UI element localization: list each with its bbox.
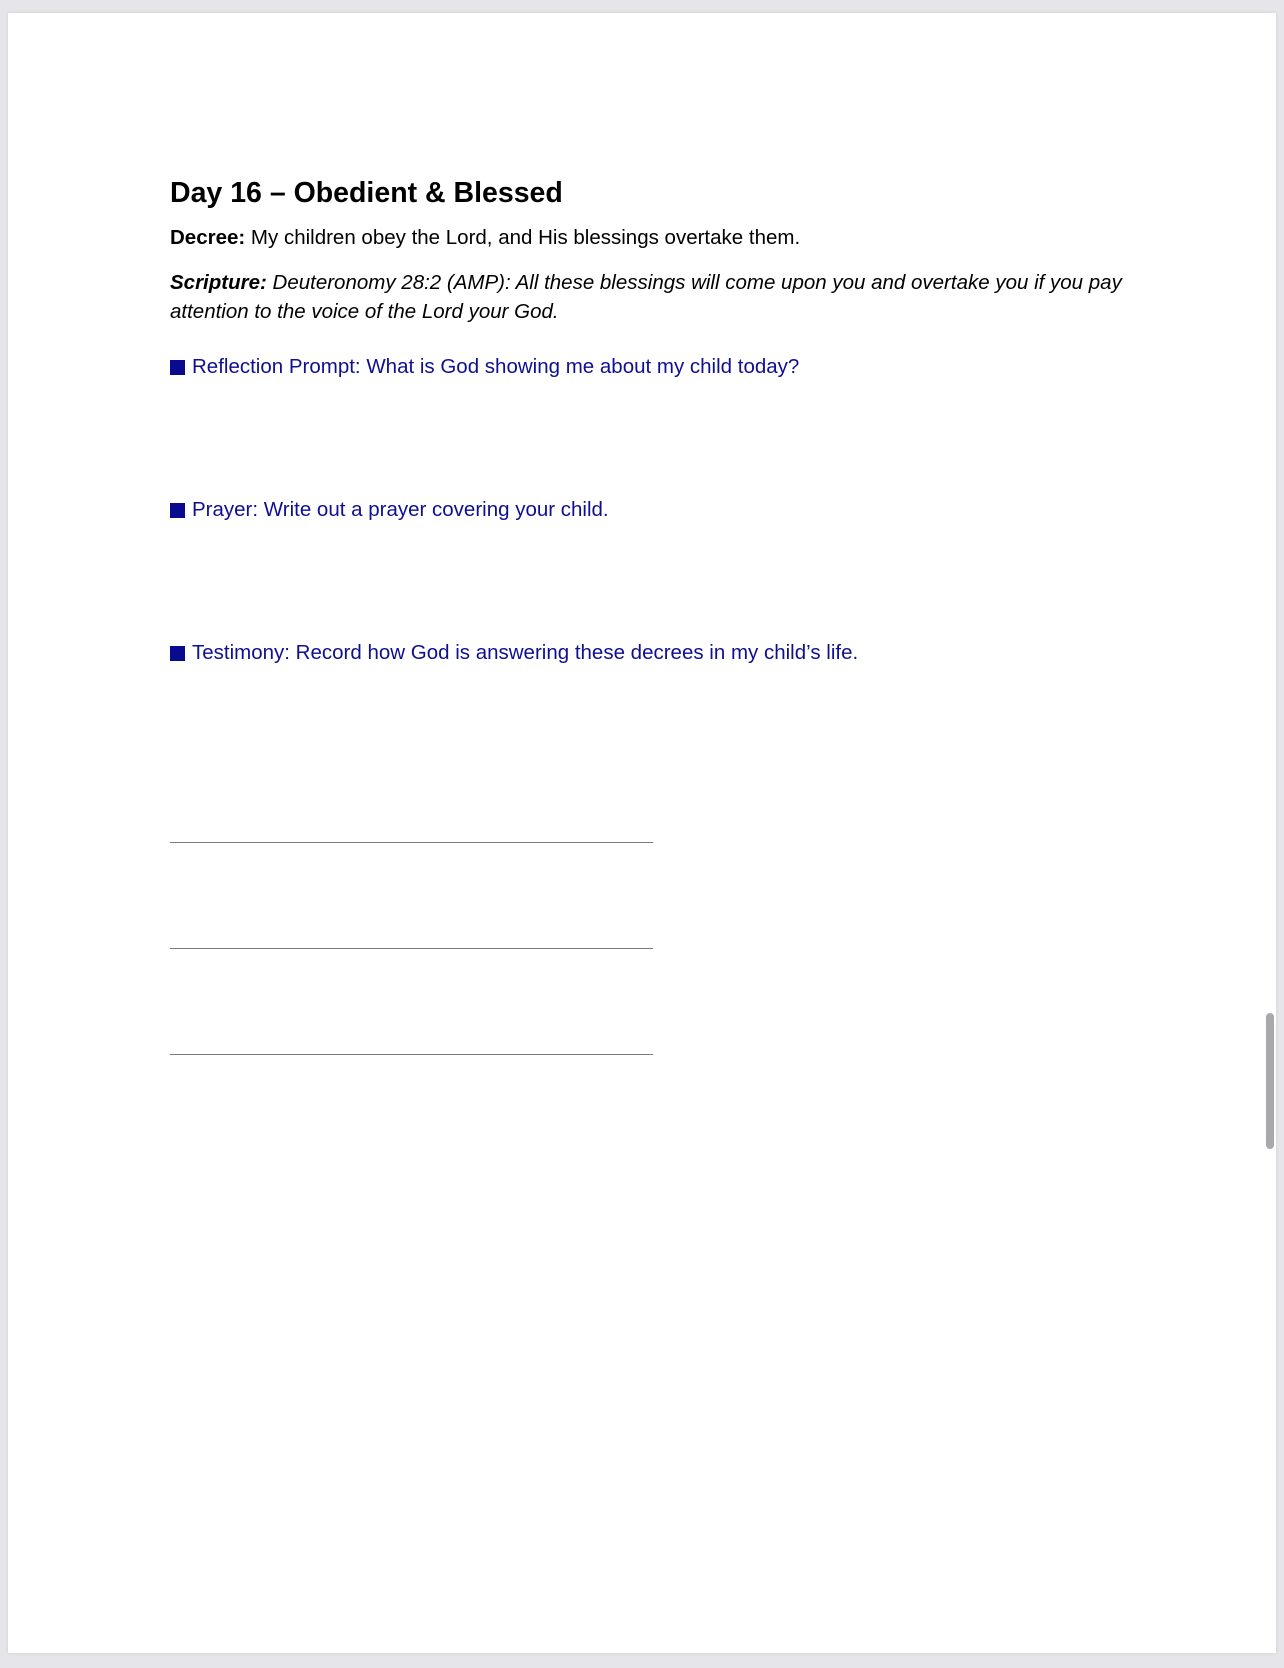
reflection-prompt-text: Reflection Prompt: What is God showing me about my child today? (192, 355, 800, 378)
testimony-prompt (170, 639, 858, 667)
scripture-label: Scripture: (170, 271, 267, 295)
square-bullet-icon (170, 503, 185, 518)
page-content (170, 176, 1130, 326)
reflection-prompt (170, 353, 799, 381)
testimony-prompt-text: Testimony: Record how God is answering these decrees in my child’s life. (192, 641, 859, 664)
document-page (8, 13, 1276, 1653)
square-bullet-icon (170, 360, 185, 375)
writing-line (170, 948, 653, 949)
writing-line (170, 1054, 653, 1055)
scripture-text: Deuteronomy 28:2 (AMP): All these blessings will come upon you and overtake you if you pay attention to the voice of the Lord your God. (170, 271, 1122, 324)
decree-label: Decree: (170, 226, 246, 250)
day-title: Day 16 – Obedient & Blessed (170, 177, 563, 209)
decree-paragraph (170, 224, 1130, 252)
prayer-prompt-text: Prayer: Write out a prayer covering your child. (192, 498, 609, 521)
decree-text: My children obey the Lord, and His blessings overtake them. (250, 226, 801, 250)
square-bullet-icon (170, 646, 185, 661)
vertical-scrollbar[interactable] (1266, 1013, 1274, 1149)
prayer-prompt (170, 496, 609, 524)
scripture-paragraph (170, 268, 1130, 326)
writing-line (170, 842, 653, 843)
